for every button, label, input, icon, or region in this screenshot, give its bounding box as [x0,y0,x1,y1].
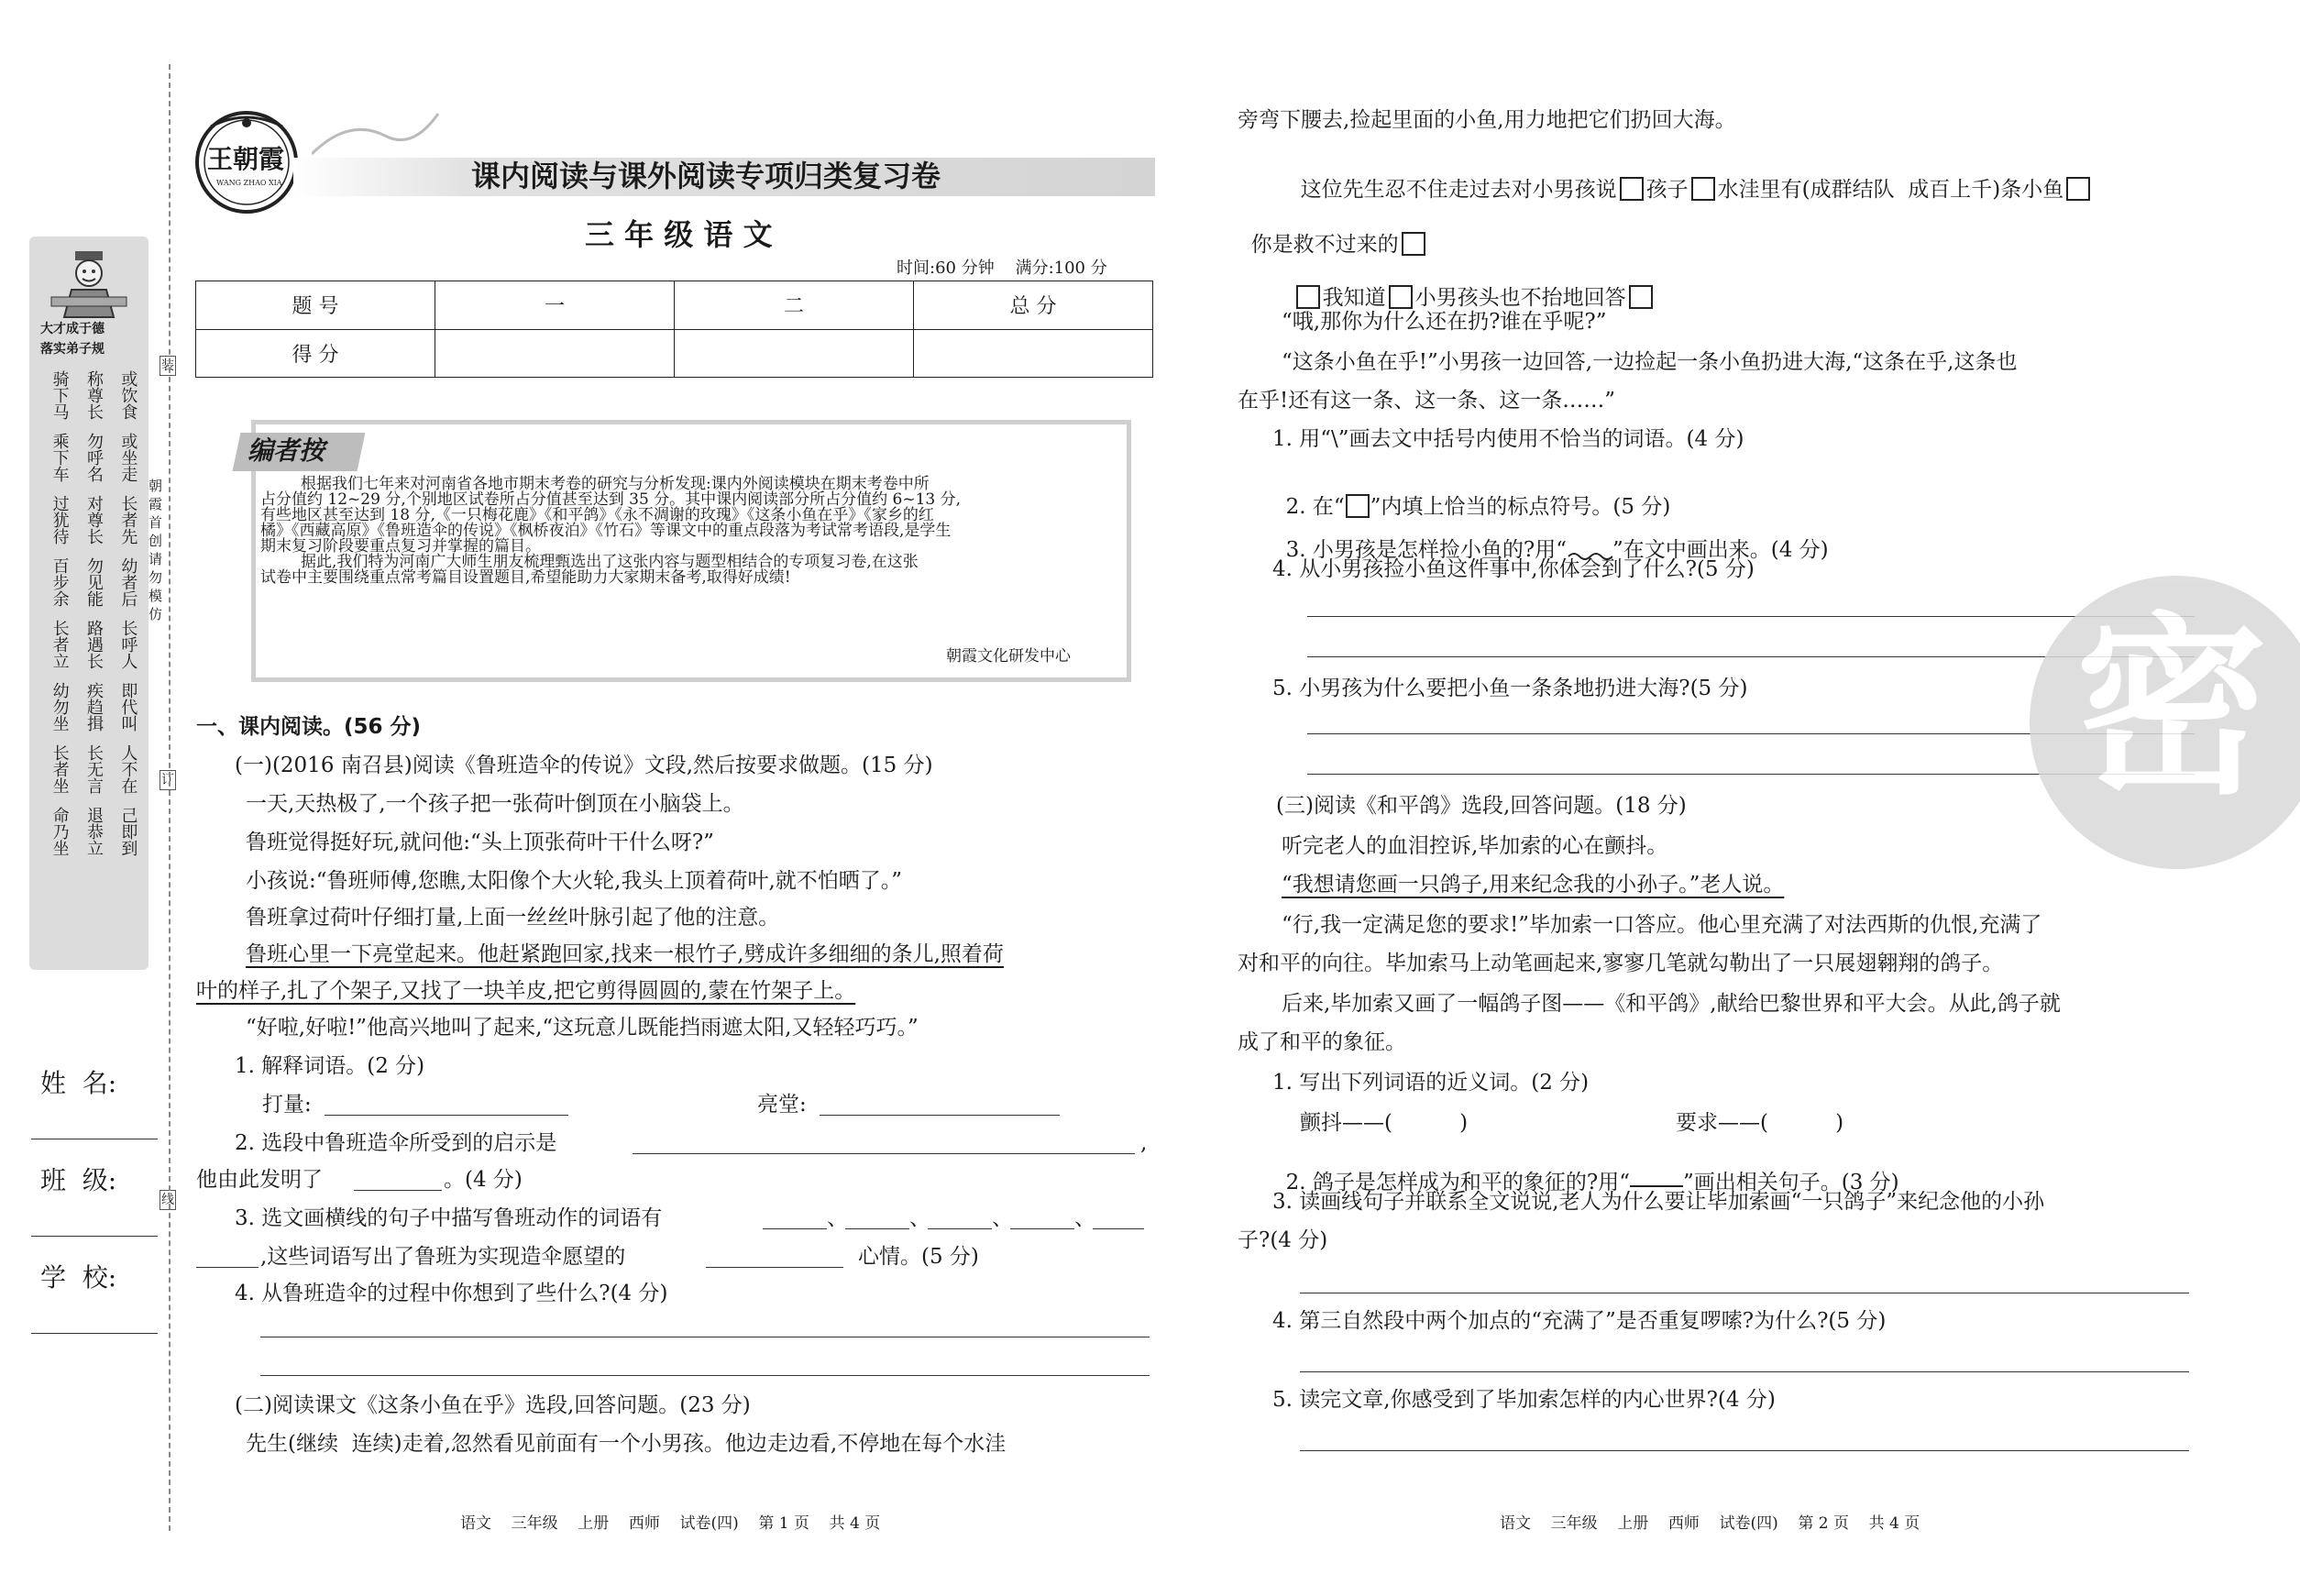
passage2-line [1238,211,1428,256]
editor-note-line: 试卷中主要围绕重点常考篇目设置题目,希望能助力大家期末备考,取得好成绩! [260,568,791,587]
punctuation-box[interactable] [2066,177,2090,201]
passage1-line: 鲁班觉得挺好玩,就问他:“头上顶张荷叶干什么呀?” [246,831,714,854]
vertical-note-char: 勿 [149,569,163,586]
passage2-line: “哦,那你为什么还在扔?谁在乎呢?” [1282,310,1607,334]
q2-1: 1. 用“\”画去文中括号内使用不恰当的词语。(4 分) [1272,427,1744,451]
editor-note-line: 据此,我们特为河南广大师生朋友梳理甄选出了这张内容与题型相结合的专项复习卷,在这张 [301,553,919,571]
sidebar-rule-text: 路遇长 [83,620,104,669]
passage1-line: 一天,天热极了,一个孩子把一张荷叶倒顶在小脑袋上。 [246,792,744,816]
passage1-underlined: 鲁班心里一下亮堂起来。他赶紧跑回家,找来一根竹子,劈成许多细细的条儿,照着荷 [246,942,1004,966]
q1-term-a: 打量: [262,1093,312,1117]
punctuation-box[interactable] [1691,177,1715,201]
score-table-header [196,281,1153,330]
score-cell[interactable] [914,329,1153,378]
passage2-text: 我知道 [1322,286,1386,310]
school-field[interactable] [31,1333,158,1334]
editor-note-line: 橘》《西藏高原》《鲁班造伞的传说》《枫桥夜泊》《竹石》等课文中的重点段落为考试常考语段,是学生 [260,522,952,540]
q3-line2-end: 心情。(5 分) [858,1245,979,1269]
sidebar-rule-text: 命乃坐 [50,807,70,856]
sidebar-rule-text: 或饮食 [118,370,138,420]
class-field[interactable] [31,1236,158,1237]
passage2-line: 旁弯下腰去,捡起里面的小鱼,用力地把它们扔回大海。 [1238,108,1736,132]
q2-line2-end: 。(4 分) [444,1168,523,1192]
q1-term-b: 亮堂: [757,1093,807,1117]
binding-line [169,64,171,1531]
passage2-text: 你是救不过来的 [1250,233,1399,257]
passage2-line [1287,156,2093,201]
passage2-text: 水洼里有(成群结队 成百上千)条小鱼 [1717,178,2064,202]
score-table-row [196,329,1153,378]
sidebar-rule-text: 骑下马 [50,370,70,420]
passage2-line: 先生(继续 连续)走着,忽然看见前面有一个小男孩。他边走边看,不停地在每个水洼 [246,1432,1007,1456]
school-label: 学 校: [40,1262,117,1293]
q2-3-text: 3. 小男孩是怎样捡小鱼的?用“ [1285,538,1567,562]
part1-title: (一)(2016 南召县)阅读《鲁班造伞的传说》文段,然后按要求做题。(15 分) [235,754,933,777]
q2-answer-invention[interactable] [354,1190,442,1191]
q1: 1. 解释词语。(2 分) [235,1054,425,1078]
q3-5-answer-line[interactable] [1300,1450,2189,1451]
sidebar-vertical-note [149,477,171,623]
q3-1-synonym-b[interactable]: 要求——( ) [1676,1111,1844,1135]
sidebar-rule-text: 对尊长 [83,495,104,545]
q2-2-text: ”内填上恰当的标点符号。(5 分) [1370,495,1671,519]
q3-2 [1272,1151,1899,1194]
sidebar-rule-text: 退恭立 [83,807,104,856]
passage3-underlined: “我想请您画一只鸽子,用来纪念我的小孙子。”老人说。 [1282,873,1785,897]
q3-3-cont: 子?(4 分) [1238,1228,1328,1252]
passage2-text: 小男孩头也不抬地回答 [1414,286,1626,310]
q3-1: 1. 写出下列词语的近义词。(2 分) [1272,1071,1590,1095]
passage2-line: 在乎!还有这一条、这一条、这一条……” [1238,389,1616,413]
score-col-header: 二 [675,281,914,330]
sidebar-rule-text: 过犹待 [50,495,70,545]
passage1-underlined: 叶的样子,扎了个架子,又找了一块羊皮,把它剪得圆圆的,蒙在竹架子上。 [196,979,856,1003]
score-col-header: 总 分 [914,281,1153,330]
q3-4: 4. 第三自然段中两个加点的“充满了”是否重复啰嗦?为什么?(5 分) [1272,1309,1887,1333]
q3-2-text: ”画出相关句子。(3 分) [1682,1171,1899,1194]
editor-note-body [260,477,1122,586]
q3-4-answer-line[interactable] [1300,1371,2189,1372]
sidebar-rule-text: 百步余 [50,557,70,607]
sidebar-rule-text: 幼勿坐 [50,682,70,732]
q3-3: 3. 读画线句子并联系全文说说,老人为什么要让毕加索画“一只鸽子”来纪念他的小孙 [1272,1190,2045,1214]
part2-title: (二)阅读课文《这条小鱼在乎》选段,回答问题。(23 分) [235,1393,751,1417]
score-table [195,281,1153,378]
vertical-note-char: 朝 [149,478,163,494]
punctuation-box[interactable] [1402,232,1425,256]
q3-separator: 、 [1074,1206,1095,1230]
confidential-watermark-icon [2030,576,2300,869]
score-col-header: 题 号 [196,281,435,330]
q3-1-synonym-a[interactable]: 颤抖——( ) [1300,1111,1469,1135]
q2-end: , [1140,1131,1148,1155]
score-row-label: 得 分 [196,329,435,378]
brand-logo-text: 王朝霞 [207,144,285,174]
passage3-line: 听完老人的血泪控诉,毕加索的心在颤抖。 [1282,834,1668,858]
passage1-line: 小孩说:“鲁班师傅,您瞧,太阳像个大火轮,我头上顶着荷叶,就不怕晒了。” [246,869,903,893]
q1-answer-a[interactable] [325,1115,568,1116]
part3-title: (三)阅读《和平鸽》选段,回答问题。(18 分) [1276,794,1687,818]
sidebar-rule-text: 长者坐 [50,744,70,794]
q2-4-answer-line[interactable] [1307,616,2195,617]
q2-2 [1272,473,1670,518]
q3-separator: 、 [992,1206,1013,1230]
q3-separator: 、 [909,1206,930,1230]
brand-logo-subtext: WANG ZHAO XIA [216,179,282,187]
q3-5: 5. 读完文章,你感受到了毕加索怎样的内心世界?(4 分) [1272,1388,1776,1412]
class-label: 班 级: [40,1165,117,1195]
vertical-note-char: 模 [149,588,163,604]
q2-3 [1272,519,1829,561]
box-symbol-icon [1346,494,1370,518]
footer-left: 语文 三年级 上册 西师 试卷(四) 第 1 页 共 4 页 [460,1514,881,1533]
q3-blank[interactable] [845,1228,909,1229]
vertical-note-char: 霞 [149,496,163,512]
passage2-line [1280,264,1656,309]
name-label: 姓 名: [40,1068,117,1098]
q3-blank[interactable] [928,1228,992,1229]
passage3-line: 后来,毕加索又画了一幅鸽子图——《和平鸽》,献给巴黎世界和平大会。从此,鸽子就 [1282,992,2061,1016]
q4-answer-line[interactable] [260,1375,1150,1376]
punctuation-box[interactable] [1620,177,1644,201]
editor-note-line: 占分值约 12~29 分,个别地区试卷所占分值甚至达到 35 分。其中课内阅读部分所占分值约 6~13 分, [260,490,962,509]
watermark-glyph: 密 [2075,596,2269,820]
q2-5: 5. 小男孩为什么要把小鱼一条条地扔进大海?(5 分) [1272,677,1748,700]
sidebar-rule-text: 即代叫 [118,682,138,732]
sidebar-rule-text: 或坐走 [118,433,138,482]
sidebar-rule-text: 长呼人 [118,620,138,669]
sidebar-motto-1: 大才成于德 [40,322,105,336]
sidebar-rule-text: 幼者后 [118,557,138,607]
sidebar-rule-text: 疾趋揖 [83,682,104,732]
sidebar-rule-text: 勿见能 [83,557,104,607]
q2-3-text: ”在文中画出来。(4 分) [1612,538,1829,562]
editor-note-badge: 编者按 [248,435,325,466]
sidebar-rule-text: 称尊长 [83,370,104,420]
exam-subtitle: 三 年 级 语 文 [585,217,773,252]
q2-line2: 他由此发明了 [196,1168,323,1192]
editor-note-line: 根据我们七年来对河南省各地市期末考卷的研究与分析发现:课内外阅读模块在期末考卷中所 [301,475,930,493]
vertical-note-char: 仿 [149,606,163,622]
q3-line2: ,这些词语写出了鲁班为实现造伞愿望的 [260,1245,626,1269]
passage1-line: “好啦,好啦!”他高兴地叫了起来,“这玩意儿既能挡雨遮太阳,又轻轻巧巧。” [246,1016,919,1040]
sidebar-rule-text: 人不在 [118,744,138,794]
q2-2-text: 2. 在“ [1285,495,1345,519]
punctuation-box[interactable] [1296,285,1320,309]
seal-mark-2: 订 [160,770,176,790]
sidebar-rule-text: 乘下车 [50,433,70,482]
vertical-note-char: 首 [149,514,163,531]
score-cell[interactable] [675,329,914,378]
exam-title: 课内阅读与课外阅读专项归类复习卷 [471,159,941,193]
q3-answer-mood[interactable] [706,1267,843,1268]
vertical-note-char: 请 [149,551,163,567]
q3-2-text: 2. 鸽子是怎样成为和平的象征的?用“ [1285,1171,1630,1194]
q4: 4. 从鲁班造伞的过程中你想到了些什么?(4 分) [235,1282,668,1305]
sidebar-rules [42,370,145,856]
editor-note-line: 有些地区甚至达到 18 分,《一只梅花鹿》《和平鸽》《永不凋谢的玫瑰》《这条小鱼在乎》《家乡的红 [260,506,934,524]
sidebar-rule-text: 长者先 [118,495,138,545]
q3-blank[interactable] [763,1228,827,1229]
vertical-note-char: 创 [149,533,163,549]
passage2-line: “这条小鱼在乎!”小男孩一边回答,一边捡起一条小鱼扔进大海,“这条在乎,这条也 [1282,350,2018,374]
q2-4: 4. 从小男孩捡小鱼这件事中,你体会到了什么?(5 分) [1272,557,1755,581]
punctuation-box[interactable] [1389,285,1413,309]
score-cell[interactable] [435,329,675,378]
ribbon-decoration [312,108,440,160]
q3: 3. 选文画横线的句子中描写鲁班动作的词语有 [235,1206,663,1230]
q3-blank[interactable] [1093,1228,1144,1229]
q2-answer[interactable] [633,1153,1135,1154]
footer-right: 语文 三年级 上册 西师 试卷(四) 第 2 页 共 4 页 [1500,1514,1920,1533]
sidebar-rule-text: 勿呼名 [83,433,104,482]
editor-note-line: 期末复习阶段要重点复习并掌握的篇目。 [260,537,541,556]
passage3-line: 成了和平的象征。 [1238,1030,1406,1054]
passage1-line: 鲁班拿过荷叶仔细打量,上面一丝丝叶脉引起了他的注意。 [246,906,780,930]
passage2-text: 这位先生忍不住走过去对小男孩说 [1300,178,1617,202]
sidebar-rule-text: 己即到 [118,807,138,856]
time-info: 时间:60 分钟 满分:100 分 [897,259,1107,278]
scholar-icon [44,246,134,321]
q3-separator: 、 [827,1206,848,1230]
sidebar-rule-text: 长无言 [83,744,104,794]
score-col-header: 一 [435,281,675,330]
q3-blank[interactable] [1010,1228,1074,1229]
seal-mark-3: 线 [160,1190,176,1210]
straight-line-icon [1630,1185,1683,1187]
q1-answer-b[interactable] [820,1115,1060,1116]
passage3-line: “行,我一定满足您的要求!”毕加索一口答应。他心里充满了对法西斯的仇恨,充满了 [1282,913,2042,937]
seal-mark-1: 装 [160,356,176,376]
q2: 2. 选段中鲁班造伞所受到的启示是 [235,1131,557,1155]
q3-blank[interactable] [196,1267,259,1268]
passage3-line: 对和平的向往。毕加索马上动笔画起来,寥寥几笔就勾勒出了一只展翅翱翔的鸽子。 [1238,952,2004,975]
sidebar-rule-text: 长者立 [50,620,70,669]
sidebar-motto-2: 落实弟子规 [40,342,105,357]
editor-note-signature: 朝霞文化研发中心 [946,647,1071,666]
punctuation-box[interactable] [1629,285,1653,309]
passage2-text: 孩子 [1645,178,1689,202]
section-title: 一、课内阅读。(56 分) [196,715,422,739]
